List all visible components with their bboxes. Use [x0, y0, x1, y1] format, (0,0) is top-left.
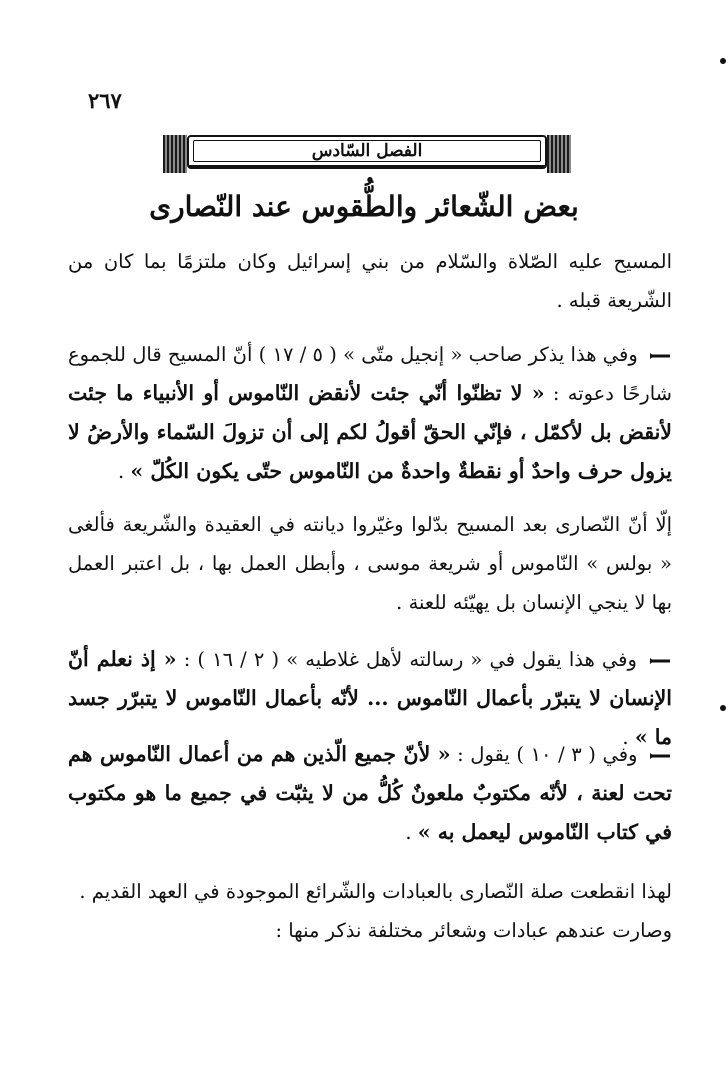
scan-edge-mark — [720, 705, 726, 711]
paragraph-6 — [68, 872, 672, 911]
paragraph-1 — [68, 242, 672, 320]
paragraph-end: . — [117, 460, 125, 483]
paragraph-text: وفي هذا يقول في « رسالته لأهل غلاطيه » ( ٢ / ١٦ ) : — [176, 648, 637, 671]
chapter-banner — [163, 135, 571, 173]
paragraph-5 — [68, 735, 672, 852]
paragraph-marker-icon — [648, 657, 672, 665]
paragraph-text: وفي ( ٣ / ١٠ ) يقول : — [450, 743, 638, 766]
paragraph-text: لهذا انقطعت صلة النّصارى بالعبادات والشّرائع الموجودة في العهد القديم . — [79, 880, 672, 903]
page-number: ٢٦٧ — [88, 88, 122, 113]
paragraph-marker-icon — [648, 352, 672, 360]
banner-frame — [187, 135, 547, 169]
paragraph-7 — [68, 911, 672, 950]
paragraph-text: وفي هذا يذكر صاحب « إنجيل متّى » ( ٥ / ١٧ ) أنّ المسيح قال للجموع شارحًا دعوته : — [68, 343, 672, 405]
paragraph-text: المسيح عليه الصّلاة والسّلام من بني إسرائيل وكان ملتزمًا بما كان من الشّريعة قبله . — [68, 250, 672, 312]
banner-ornament-right — [547, 135, 571, 173]
epistle-quote: « إذ نعلم أنّ الإنسان لا يتبرّر بأعمال النّاموس ... لأنّه بأعمال النّاموس لا يتبرّر جسد ما » — [68, 647, 672, 749]
epistle-quote: « لأنّ جميع الّذين هم من أعمال النّاموس هم تحت لعنة ، لأنّه مكتوبٌ ملعونٌ كُلُّ من لا يثبّت في جميع ما هو مكتوب في كتاب النّاموس ليعمل به » — [68, 742, 672, 844]
chapter-heading: الفصل السّادس — [193, 140, 541, 162]
paragraph-end: . — [622, 726, 629, 749]
scan-edge-mark — [720, 58, 726, 64]
paragraph-text: وصارت عندهم عبادات وشعائر مختلفة نذكر منها : — [275, 919, 672, 942]
paragraph-end: . — [405, 821, 412, 844]
paragraph-marker-icon — [648, 752, 672, 760]
banner-ornament-left — [163, 135, 187, 173]
gospel-quote: « لا تظنّوا أنّي جئت لأنقض النّاموس أو الأنبياء ما جئت لأنقض بل لأكمّل ، فإنّي الحقّ أقولُ لكم إلى أن تزولَ السّماء والأرضُ لا يزول حرف واحدٌ أو نقطةٌ واحدةٌ من النّاموس حتّى يكون الكُلّ » — [68, 381, 672, 483]
paragraph-text: إلّا أنّ النّصارى بعد المسيح بدّلوا وغيّروا ديانته في العقيدة والشّريعة فألغى « بولس » النّاموس أو شريعة موسى ، وأبطل العمل بها ، بل اعتبر العمل بها لا ينجي الإنسان بل يهيّئه للعنة . — [68, 513, 672, 614]
section-title: بعض الشّعائر والطُّقوس عند النّصارى — [149, 190, 579, 223]
paragraph-2 — [68, 335, 672, 491]
paragraph-3 — [68, 505, 672, 622]
